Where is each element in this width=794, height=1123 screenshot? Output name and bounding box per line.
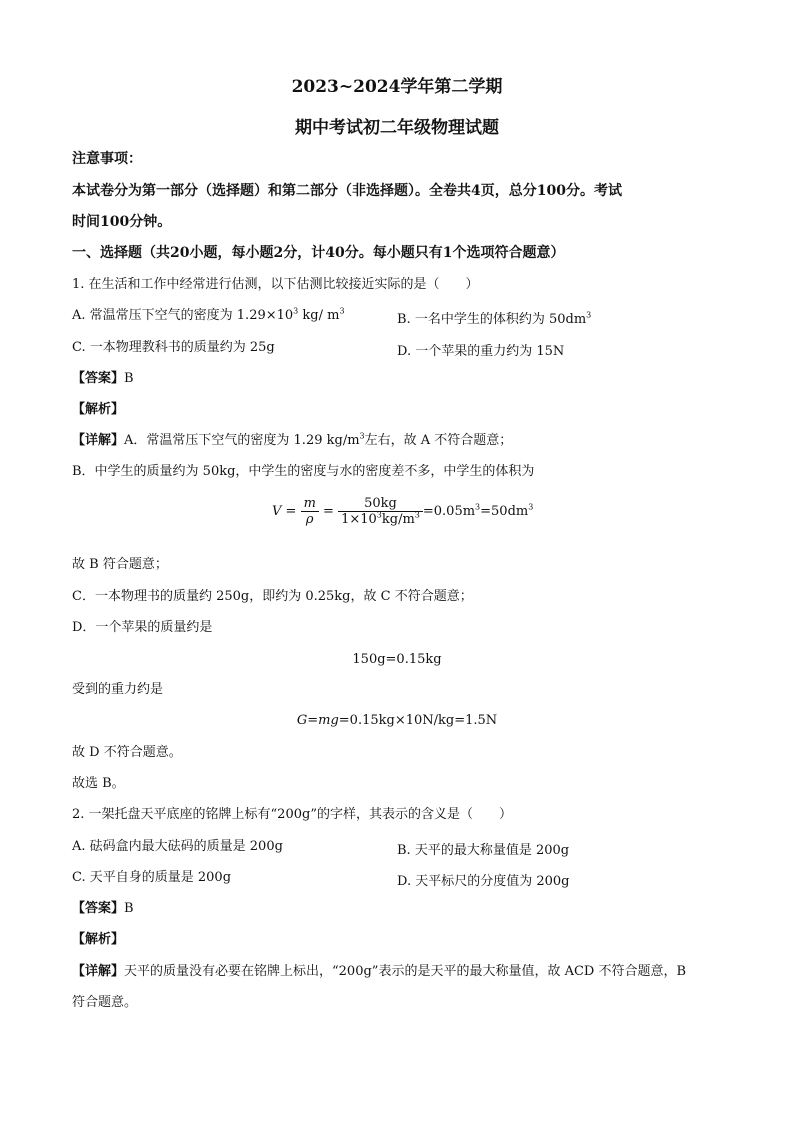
q2-analysis-tag: 【解析】 — [72, 932, 125, 947]
q2-option-d: D. 天平标尺的分度值为 200g — [397, 874, 570, 889]
exam-title-line2: 期中考试初二年级物理试题 — [295, 118, 499, 138]
q1-option-b: B. 一名中学生的体积约为 $50dm^3$ — [397, 310, 592, 327]
q2-option-b: B. 天平的最大称量值是 200g — [397, 843, 570, 858]
q1-option-c: C. 一本物理教科书的质量约为 25g — [72, 340, 275, 355]
q1-conclusion: 故选 B。 — [72, 776, 125, 791]
notice-text-2: 时间100分钟。 — [72, 214, 172, 230]
q1-detail-d: D．一个苹果的质量约是 — [72, 620, 213, 635]
q2-option-c: C. 天平自身的质量是 200g — [72, 870, 232, 885]
q2-stem: 2. 一架托盘天平底座的铭牌上标有“200g”的字样，其表示的含义是（ ） — [72, 807, 512, 822]
q1-detail-c: C．一本物理书的质量约 250g，即约为 0.25kg，故 C 不符合题意； — [72, 589, 473, 604]
q2-option-a: A. 砝码盒内最大砝码的质量是 200g — [72, 839, 283, 854]
q2-detail: 【详解】天平的质量没有必要在铭牌上标出，“200g”表示的是天平的最大称量值，故 ACD 不符合题意，B — [72, 964, 687, 979]
q1-detail-b: B．中学生的质量约为 50kg，中学生的密度与水的密度差不多，中学生的体积为 — [72, 464, 535, 479]
notice-text-1: 本试卷分为第一部分（选择题）和第二部分（非选择题）。全卷共4页，总分100分。考试 — [72, 183, 622, 199]
exam-title-line1: 2023~2024学年第二学期 — [291, 77, 503, 97]
q1-detail-a: 【详解】A．常温常压下空气的密度为 1.29 $kg/m^3$左右，故 A 不符合题意； — [72, 431, 513, 448]
q1-option-d: D. 一个苹果的重力约为 15N — [397, 344, 565, 359]
q1-detail-d-conclusion: 故 D 不符合题意。 — [72, 745, 182, 760]
q2-answer: 【答案】B — [72, 901, 134, 916]
gravity-equation: G=mg=0.15kg×10N/kg=1.5N — [296, 713, 498, 728]
notice-heading: 注意事项： — [72, 151, 142, 167]
q1-option-a: A. 常温常压下空气的密度为 $1.29\times 10^3$ kg/ $m^3$ — [72, 306, 345, 323]
q1-detail-b-conclusion: 故 B 符合题意； — [72, 557, 168, 572]
gravity-intro: 受到的重力约是 — [72, 682, 164, 697]
fraction-m-over-rho: $\frac{m}{\rho}$ — [301, 496, 319, 527]
section-heading: 一、选择题（共20小题，每小题2分，计40分。每小题只有1个选项符合题意） — [72, 245, 565, 261]
mass-equation: 150g=0.15kg — [352, 652, 442, 667]
q1-stem: 1. 在生活和工作中经常进行估测，以下估测比较接近实际的是（ ） — [72, 277, 479, 292]
fraction-mass-over-density: $\frac{50kg}{1\times 10^3kg/m^3}$ — [338, 496, 423, 527]
volume-formula: V = $\frac{m}{\rho}$ = $\frac{50kg}{1\times 10^3kg/m^3}$ $=0.05m^3=50dm^3$ — [272, 496, 534, 527]
q1-answer: 【答案】B — [72, 371, 134, 386]
q1-analysis-tag: 【解析】 — [72, 402, 125, 417]
q2-detail-continued: 符合题意。 — [72, 995, 138, 1010]
